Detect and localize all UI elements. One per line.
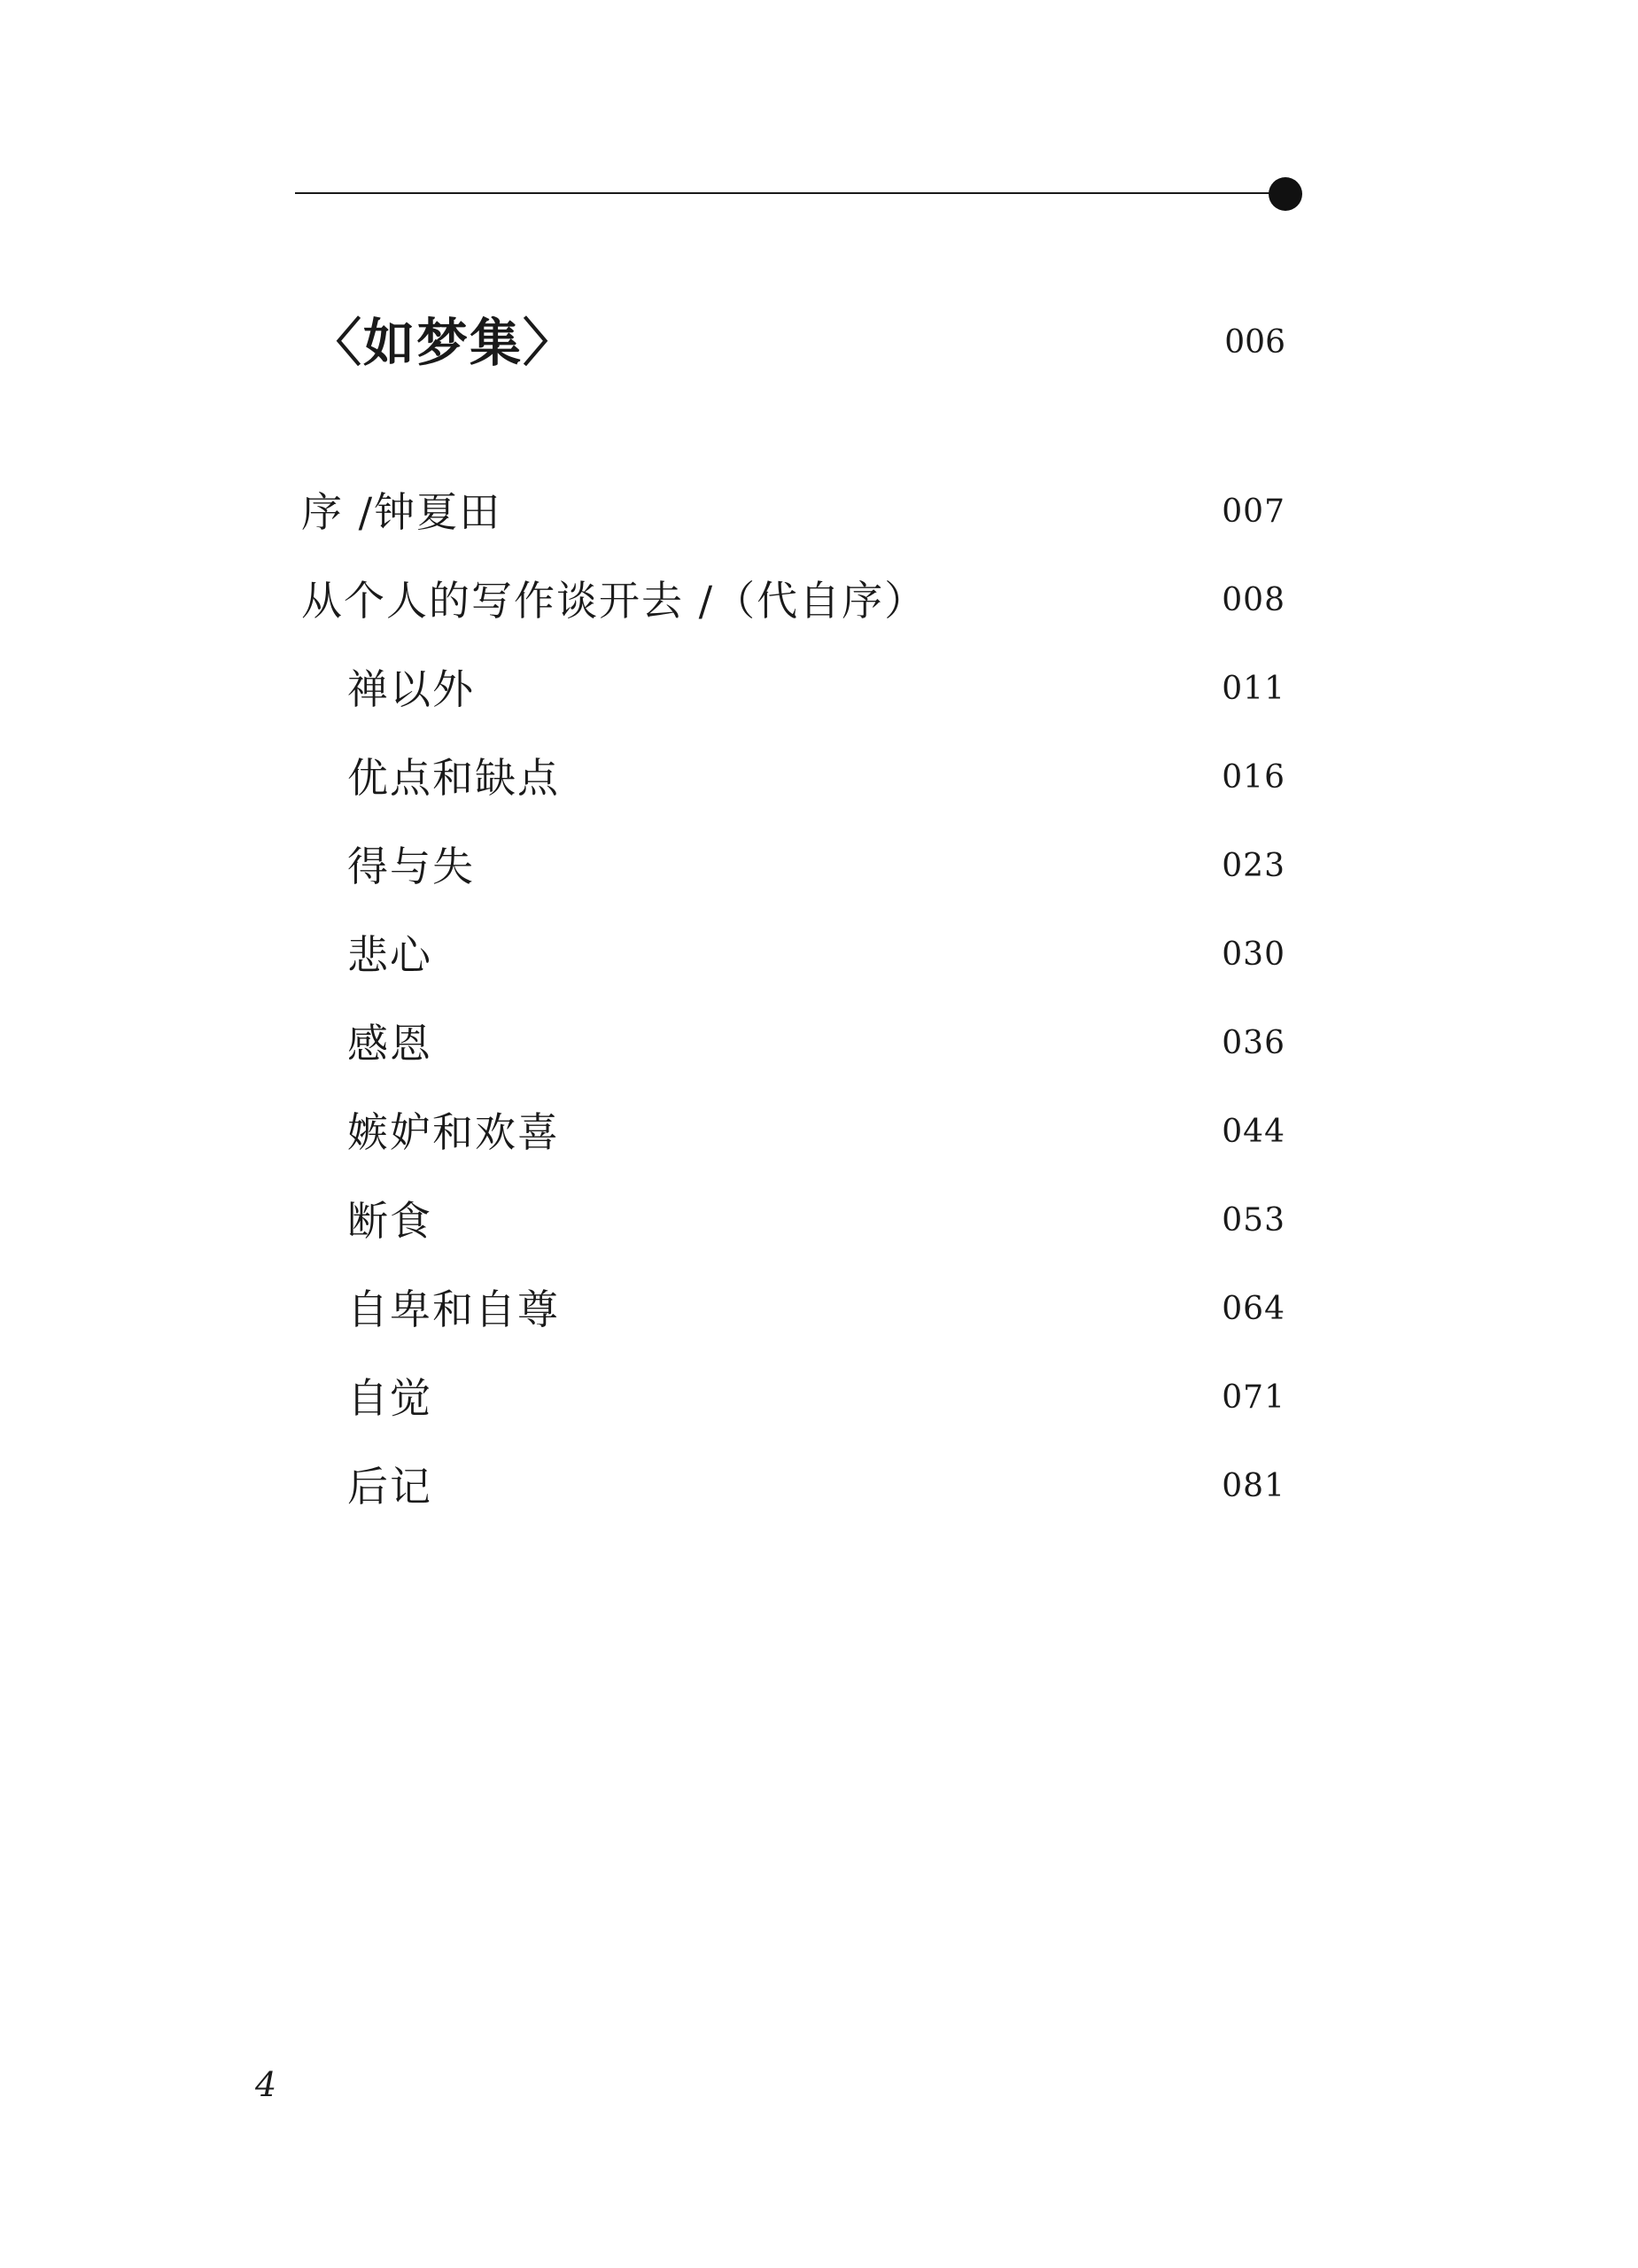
toc-entry-page: 053 bbox=[1222, 1202, 1285, 1239]
toc-entry-page: 044 bbox=[1222, 1114, 1285, 1150]
toc-entry-label: 自卑和自尊 bbox=[347, 1285, 560, 1333]
section-page-number: 006 bbox=[1224, 324, 1285, 361]
toc-entry-page: 016 bbox=[1222, 759, 1285, 796]
toc-entry[interactable] bbox=[0, 485, 1638, 539]
toc-entry-page: 023 bbox=[1222, 848, 1285, 884]
toc-entry-page: 007 bbox=[1222, 493, 1285, 530]
toc-entry[interactable] bbox=[0, 574, 1638, 627]
toc-entry[interactable] bbox=[0, 1017, 1638, 1070]
toc-entry-label: 自觉 bbox=[347, 1374, 432, 1422]
toc-entry-page: 071 bbox=[1222, 1379, 1285, 1416]
toc-entry[interactable] bbox=[0, 928, 1638, 982]
toc-entry-page: 036 bbox=[1222, 1025, 1285, 1061]
toc-entry-label: 断食 bbox=[347, 1197, 432, 1245]
page-number: 4 bbox=[255, 2065, 277, 2104]
toc-entry-page: 030 bbox=[1222, 936, 1285, 973]
toc-entry[interactable] bbox=[0, 663, 1638, 716]
section-title: 〈如梦集〉 bbox=[310, 313, 577, 373]
toc-entry-label: 优点和缺点 bbox=[347, 754, 560, 802]
header-dot-ornament bbox=[1269, 177, 1302, 211]
toc-entry-label: 得与失 bbox=[347, 843, 475, 890]
toc-entry-page: 008 bbox=[1222, 582, 1285, 618]
toc-entry[interactable] bbox=[0, 1194, 1638, 1247]
toc-entry[interactable] bbox=[0, 751, 1638, 804]
toc-entry-label: 序 /钟夏田 bbox=[301, 488, 502, 536]
toc-entry-label: 禅以外 bbox=[347, 665, 475, 713]
toc-entry[interactable] bbox=[0, 1106, 1638, 1159]
header-rule bbox=[295, 192, 1285, 194]
toc-entry[interactable] bbox=[0, 840, 1638, 893]
toc-entry-label: 从个人的写作谈开去 /（代自序） bbox=[301, 577, 928, 625]
toc-entry[interactable] bbox=[0, 1460, 1638, 1513]
toc-entry[interactable] bbox=[0, 1283, 1638, 1336]
toc-entry-page: 081 bbox=[1222, 1468, 1285, 1504]
toc-entry-page: 011 bbox=[1222, 671, 1285, 707]
toc-entry-label: 悲心 bbox=[347, 931, 432, 979]
toc-entry-label: 嫉妒和欢喜 bbox=[347, 1108, 560, 1156]
toc-entry-label: 感恩 bbox=[347, 1020, 432, 1068]
toc-entry-label: 后记 bbox=[347, 1463, 432, 1511]
toc-entry-page: 064 bbox=[1222, 1291, 1285, 1327]
toc-entry[interactable] bbox=[0, 1371, 1638, 1425]
